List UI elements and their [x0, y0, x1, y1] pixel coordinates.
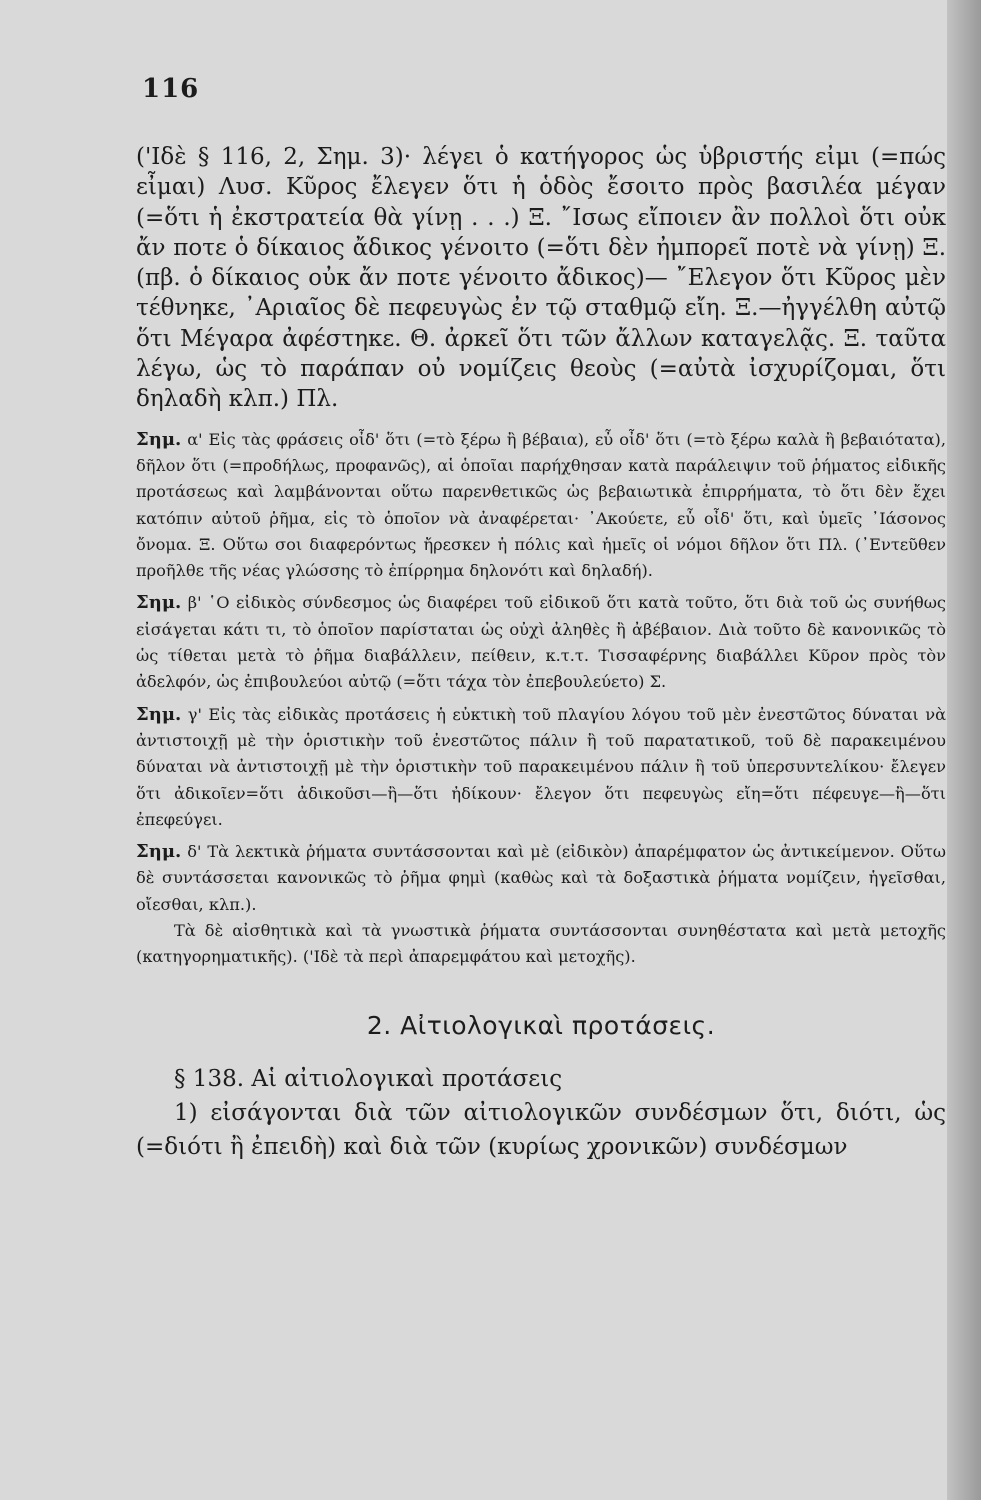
main-paragraph: ('Ιδὲ § 116, 2, Σημ. 3)· λέγει ὁ κατήγορος ὡς ὑβριστής εἰμι (=πώς εἶμαι) Λυσ. Κῦρος ἔλεγεν ὅτι ἡ ὁδὸς ἔσοιτο πρὸς βασιλέα μέγαν (=ὅτι ἡ ἐκστρατεία θὰ γίνῃ . . .) Ξ. ῎Ισως εἴποιεν ἂν πολλοὶ ὅτι οὐκ ἄν ποτε ὁ δίκαιος ἄδικος γένοιτο (=ὅτι δὲν ἠμπορεῖ ποτὲ νὰ γίνῃ) Ξ. (πβ. ὁ δίκαιος οὐκ ἄν ποτε γένοιτο ἄδικος)— ῎Ελεγον ὅτι Κῦρος μὲν τέθνηκε, ᾿Αριαῖος δὲ πεφευγὼς ἐν τῷ σταθμῷ εἴη. Ξ.—ἠγγέλθη αὐτῷ ὅτι Μέγαρα ἀφέστηκε. Θ. ἀρκεῖ ὅτι τῶν ἄλλων καταγελᾷς. Ξ. ταῦτα λέγω, ὡς τὸ παράπαν οὐ νομίζεις θεοὺς (=αὐτὰ ἰσχυρίζομαι, ὅτι δηλαδὴ κλπ.) Πλ.	[136, 144, 946, 413]
note-b-text: β' ῾Ο εἰδικὸς σύνδεσμος ὡς διαφέρει τοῦ εἰδικοῦ ὅτι κατὰ τοῦτο, ὅτι διὰ τοῦ ὡς συνήθως εἰσάγεται κάτι τι, τὸ ὁποῖον παρίσταται ὡς οὐχὶ ἀληθὲς ἢ ἀβέβαιον. Διὰ τοῦτο δὲ κανονικῶς τὸ ὡς τίθεται μετὰ τὸ ῥῆμα διαβάλλειν, πείθειν, κ.τ.τ. Τισσαφέρνης διαβάλλει Κῦρον πρὸς τὸν ἀδελφόν, ὡς ἐπιβουλεύοι αὐτῷ (=ὅτι τάχα τὸν ἐπεβουλεύετο) Σ.	[136, 593, 946, 692]
note-a-lead: Σημ.	[136, 428, 182, 450]
section-heading: 2. Αἰτιολογικαὶ προτάσεις.	[366, 1010, 716, 1040]
section-paragraph-text: 1) εἰσάγονται διὰ τῶν αἰτιολογικῶν συνδέσμων ὅτι, διότι, ὡς (=διότι ἢ ἐπειδὴ) καὶ διὰ τῶν (κυρίως χρονικῶν) συνδέσμων	[136, 1099, 946, 1160]
note-a	[136, 427, 946, 585]
note-b-lead: Σημ.	[136, 592, 182, 614]
note-d-lead: Σημ.	[136, 841, 182, 863]
note-a-text: α' Εἰς τὰς φράσεις οἶδ' ὅτι (=τὸ ξέρω ἢ βέβαια), εὖ οἶδ' ὅτι (=τὸ ξέρω καλὰ ἢ βεβαιότατα), δῆλον ὅτι (=προδήλως, προφανῶς), αἱ ὁποῖαι παρήχθησαν κατὰ παράλειψιν τοῦ ῥήματος εἰδικῆς προτάσεως καὶ λαμβάνονται οὕτω παρενθετικῶς ὡς βεβαιωτικὰ ἐπιρρήματα, τὸ ὅτι δὲν ἔχει κατόπιν αὐτοῦ ῥῆμα, εἰς τὸ ὁποῖον νὰ ἀναφέρεται· ᾿Ακούετε, εὖ οἶδ' ὅτι, καὶ ὑμεῖς ᾿Ιάσονος ὄνομα. Ξ. Οὕτω σοι διαφερόντως ἤρεσκεν ἡ πόλις καὶ ἡμεῖς οἱ νόμοι δῆλον ὅτι Πλ. (᾿Εντεῦθεν προῆλθε τῆς νέας γλώσσης τὸ ἐπίρρημα δηλονότι καὶ δηλαδή).	[136, 429, 946, 581]
scan-edge-shadow	[947, 0, 981, 1500]
note-d	[136, 839, 946, 918]
note-c-lead: Σημ.	[136, 703, 182, 725]
page-number: 116	[142, 74, 200, 104]
note-d-continuation: Τὰ δὲ αἰσθητικὰ καὶ τὰ γνωστικὰ ῥήματα συντάσσονται συνηθέστατα καὶ μετὰ μετοχῆς (κατηγορηματικῆς). ('Ιδὲ τὰ περὶ ἀπαρεμφάτου καὶ μετοχῆς).	[136, 921, 946, 967]
page-body	[136, 142, 946, 1164]
note-b	[136, 590, 946, 695]
note-d-text: δ' Τὰ λεκτικὰ ῥήματα συντάσσονται καὶ μὲ (εἰδικὸν) ἀπαρέμφατον ὡς ἀντικείμενον. Οὕτω δὲ συντάσσεται κανονικῶς τὸ ῥῆμα φημὶ (καθὼς καὶ τὰ δοξαστικὰ ῥήματα νομίζειν, ἡγεῖσθαι, οἴεσθαι, κλπ.).	[136, 842, 946, 914]
note-c	[136, 702, 946, 833]
note-c-text: γ' Εἰς τὰς εἰδικὰς προτάσεις ἡ εὐκτικὴ τοῦ πλαγίου λόγου τοῦ μὲν ἐνεστῶτος δύναται νὰ ἀντιστοιχῇ μὲ τὴν ὁριστικὴν τοῦ ἐνεστῶτος πάλιν ἢ τοῦ παρατατικοῦ, τοῦ δὲ παρακειμένου δύναται νὰ ἀντιστοιχῇ μὲ τὴν ὁριστικὴν τοῦ παρακειμένου πάλιν ἢ τοῦ ὑπερσυντελίκου· ἔλεγεν ὅτι ἀδικοῖεν=ὅτι ἀδικοῦσι—ἢ—ὅτι ἠδίκουν· ἔλεγον ὅτι πεφευγὼς εἴη=ὅτι πέφευγε—ἢ—ὅτι ἐπεφεύγει.	[136, 704, 946, 829]
section-paragraph-title: § 138. Αἱ αἰτιολογικαὶ προτάσεις	[174, 1065, 563, 1092]
